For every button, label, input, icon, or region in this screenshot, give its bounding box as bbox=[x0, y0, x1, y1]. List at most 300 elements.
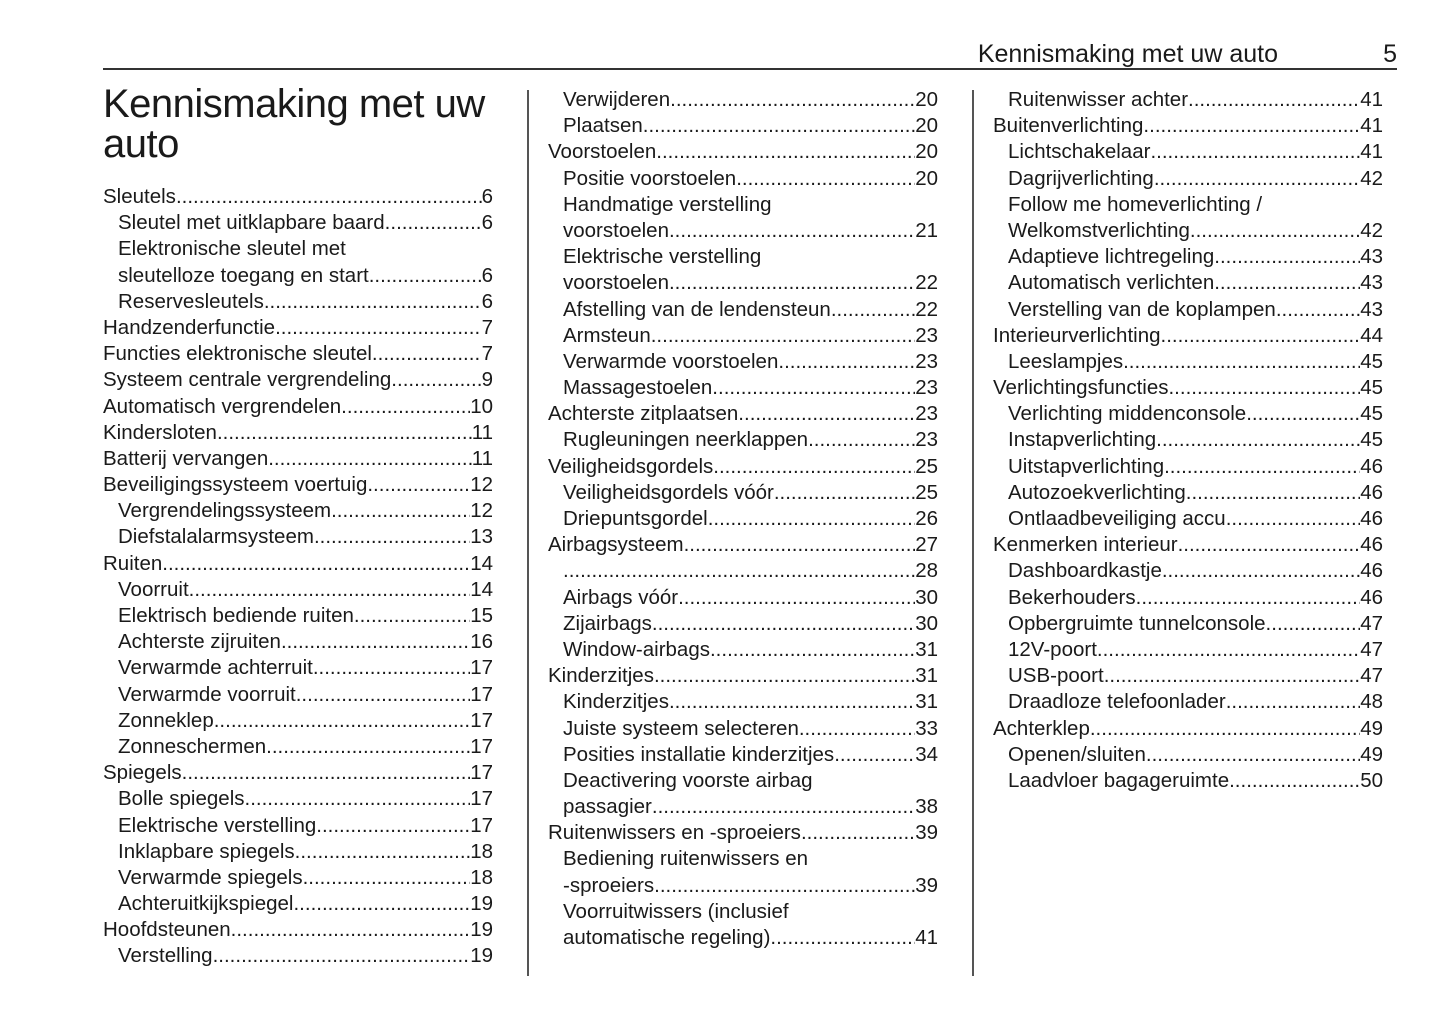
toc-entry[interactable] bbox=[548, 820, 938, 846]
toc-entry[interactable] bbox=[103, 786, 493, 812]
toc-entry[interactable] bbox=[548, 375, 938, 401]
toc-entry[interactable] bbox=[548, 532, 938, 558]
toc-entry[interactable] bbox=[993, 87, 1383, 113]
toc-entry-page: 41 bbox=[1360, 114, 1383, 138]
toc-entry-page: 39 bbox=[915, 821, 938, 845]
toc-entry-title: Bekerhouders bbox=[1008, 585, 1136, 609]
toc-entry-page: 15 bbox=[470, 604, 493, 627]
toc-entry-line bbox=[548, 480, 938, 506]
dot-leader bbox=[1226, 689, 1361, 715]
toc-entry[interactable] bbox=[103, 210, 493, 236]
dot-leader bbox=[652, 794, 915, 820]
toc-entry-page: 43 bbox=[1360, 297, 1383, 321]
toc-entry-line bbox=[548, 323, 938, 349]
toc-entry-page: 17 bbox=[470, 708, 493, 732]
toc-entry-title: voorstoelen bbox=[563, 271, 669, 295]
dot-leader bbox=[712, 375, 915, 401]
dot-leader bbox=[1178, 532, 1361, 558]
toc-entry[interactable] bbox=[103, 367, 493, 393]
dot-leader bbox=[314, 524, 470, 550]
toc-entry-title: Voorruit bbox=[118, 577, 189, 601]
toc-entry-title: Afstelling van de lendensteun bbox=[563, 297, 831, 321]
dot-leader bbox=[684, 532, 916, 558]
toc-entry[interactable] bbox=[103, 551, 493, 577]
dot-leader bbox=[354, 603, 470, 629]
toc-entry-page: 23 bbox=[915, 349, 938, 373]
dot-leader bbox=[774, 480, 915, 506]
dot-leader bbox=[1214, 270, 1360, 296]
toc-entry-title: Functies elektronische sleutel bbox=[103, 342, 372, 366]
toc-entry-line bbox=[548, 663, 938, 689]
toc-entry-page: 17 bbox=[470, 656, 493, 680]
toc-entry-title: Diefstalalarmsysteem bbox=[118, 525, 314, 549]
toc-entry[interactable] bbox=[993, 716, 1383, 742]
toc-entry[interactable] bbox=[548, 742, 938, 768]
toc-entry[interactable] bbox=[103, 943, 493, 969]
toc-entry[interactable] bbox=[103, 446, 493, 472]
toc-entry[interactable] bbox=[103, 341, 493, 367]
toc-entry-title: Massagestoelen bbox=[563, 376, 713, 400]
dot-leader bbox=[303, 865, 471, 891]
toc-entry-title: Vergrendelingssysteem bbox=[118, 499, 332, 523]
toc-entry-page: 20 bbox=[915, 88, 938, 111]
toc-entry-page: 7 bbox=[481, 342, 493, 366]
toc-entry-page: 44 bbox=[1360, 323, 1383, 347]
toc-entry[interactable] bbox=[103, 891, 493, 917]
toc-entry-page: 45 bbox=[1360, 402, 1383, 426]
toc-entry[interactable] bbox=[993, 532, 1383, 558]
toc-entry-page: 16 bbox=[470, 630, 493, 654]
toc-entry-title: Inklapbare spiegels bbox=[118, 839, 295, 863]
dot-leader bbox=[1150, 139, 1360, 165]
toc-entry[interactable] bbox=[103, 655, 493, 681]
toc-entry-page: 28 bbox=[915, 559, 938, 583]
toc-entry[interactable] bbox=[103, 839, 493, 865]
dot-leader bbox=[654, 873, 915, 899]
toc-entry-page: 10 bbox=[470, 394, 493, 418]
toc-entry-page: 19 bbox=[470, 944, 493, 968]
column-divider bbox=[972, 90, 974, 976]
dot-leader bbox=[799, 716, 915, 742]
toc-entry-page: 46 bbox=[1360, 454, 1383, 478]
toc-entry[interactable] bbox=[993, 244, 1383, 270]
dot-leader bbox=[245, 786, 471, 812]
toc-entry-title: Veiligheidsgordels vóór bbox=[563, 480, 774, 504]
toc-entry-page: 20 bbox=[915, 166, 938, 190]
toc-entry-title: Zonneschermen bbox=[118, 734, 267, 758]
dot-leader bbox=[316, 813, 470, 839]
toc-entry-page: 11 bbox=[471, 420, 493, 444]
dot-leader bbox=[1104, 663, 1360, 689]
toc-entry-line bbox=[548, 716, 938, 742]
header-rule bbox=[103, 68, 1397, 70]
toc-entry[interactable] bbox=[548, 349, 938, 375]
toc-entry-title: Beveiligingssysteem voertuig bbox=[103, 473, 368, 497]
toc-entry-title: -sproeiers bbox=[563, 873, 655, 897]
toc-entry-page: 31 bbox=[915, 690, 938, 714]
toc-entry-page: 34 bbox=[915, 742, 938, 766]
toc-entry[interactable] bbox=[993, 689, 1383, 715]
toc-entry[interactable] bbox=[103, 734, 493, 760]
toc-entry-line bbox=[548, 166, 938, 192]
toc-entry[interactable] bbox=[548, 663, 938, 689]
toc-entry-page: 22 bbox=[915, 271, 938, 295]
dot-leader bbox=[1226, 506, 1361, 532]
toc-entry[interactable] bbox=[548, 166, 938, 192]
toc-entry-line bbox=[548, 454, 938, 480]
toc-entry-page: 47 bbox=[1360, 637, 1383, 661]
dot-leader bbox=[295, 839, 471, 865]
toc-entry[interactable] bbox=[548, 139, 938, 165]
toc-entry-title: Sleutels bbox=[103, 185, 176, 208]
toc-entry-title: Positie voorstoelen bbox=[563, 166, 737, 190]
toc-entry-page: 12 bbox=[470, 473, 493, 497]
toc-entry[interactable] bbox=[548, 401, 938, 427]
toc-entry-page: 46 bbox=[1360, 507, 1383, 530]
toc-entry-line bbox=[548, 585, 938, 611]
toc-entry-line bbox=[548, 297, 938, 323]
dot-leader bbox=[770, 925, 915, 951]
dot-leader bbox=[331, 498, 470, 524]
toc-entry-line bbox=[993, 297, 1383, 323]
toc-entry-page: 11 bbox=[471, 446, 493, 470]
toc-entry-title: Laadvloer bagageruimte bbox=[1008, 768, 1230, 792]
toc-entry-title: sleutelloze toegang en start bbox=[118, 263, 369, 287]
toc-entry-line bbox=[993, 139, 1383, 165]
toc-entry-page: 17 bbox=[470, 734, 493, 758]
toc-entry-line bbox=[548, 113, 938, 139]
toc-entry-line bbox=[993, 585, 1383, 611]
toc-entry[interactable] bbox=[548, 87, 938, 113]
toc-entry-page: 31 bbox=[915, 637, 938, 661]
toc-entry-page: 45 bbox=[1360, 349, 1383, 373]
toc-entry-line bbox=[548, 218, 938, 244]
toc-entry-title: Verwarmde voorstoelen bbox=[563, 349, 779, 373]
toc-entry-line bbox=[103, 184, 493, 210]
toc-entry[interactable] bbox=[548, 846, 938, 898]
toc-entry[interactable] bbox=[548, 585, 938, 611]
dot-leader bbox=[266, 734, 470, 760]
toc-entry-page: 45 bbox=[1360, 376, 1383, 400]
toc-entry[interactable] bbox=[103, 865, 493, 891]
toc-entry[interactable] bbox=[993, 323, 1383, 349]
toc-entry[interactable] bbox=[103, 629, 493, 655]
toc-column-2 bbox=[548, 87, 938, 951]
toc-entry-title: Reservesleutels bbox=[118, 289, 264, 313]
toc-entry-title: Verlichtingsfuncties bbox=[993, 376, 1169, 400]
toc-entry[interactable] bbox=[548, 716, 938, 742]
dot-leader bbox=[1188, 87, 1360, 113]
column-divider bbox=[527, 90, 529, 976]
toc-entry-line bbox=[103, 394, 493, 420]
toc-entry[interactable] bbox=[548, 427, 938, 453]
toc-entry[interactable] bbox=[993, 611, 1383, 637]
toc-entry-line bbox=[548, 637, 938, 663]
toc-entry-title: Hoofdsteunen bbox=[103, 918, 231, 942]
toc-entry-page: 45 bbox=[1360, 428, 1383, 452]
toc-entry-line bbox=[993, 244, 1383, 270]
toc-entry-title-line: Elektronische sleutel met bbox=[118, 237, 346, 261]
toc-entry[interactable] bbox=[993, 506, 1383, 532]
toc-entry[interactable] bbox=[993, 454, 1383, 480]
toc-entry-line bbox=[548, 925, 938, 951]
toc-entry-page: 49 bbox=[1360, 742, 1383, 766]
toc-entry-line bbox=[103, 577, 493, 603]
toc-entry-title-line: Bediening ruitenwissers en bbox=[563, 847, 808, 871]
toc-entry-title: Lichtschakelaar bbox=[1008, 140, 1151, 164]
toc-entry-title: Verwijderen bbox=[563, 88, 671, 111]
toc-entry-page: 17 bbox=[470, 761, 493, 785]
toc-entry-title: Driepuntsgordel bbox=[563, 507, 708, 530]
toc-entry-line bbox=[993, 768, 1383, 794]
toc-entry-title: Batterij vervangen bbox=[103, 446, 269, 470]
toc-entry-line bbox=[548, 794, 938, 820]
toc-entry-title: Uitstapverlichting bbox=[1008, 454, 1165, 478]
toc-entry-line bbox=[993, 532, 1383, 558]
toc-entry-title: Leeslampjes bbox=[1008, 349, 1124, 373]
toc-entry[interactable] bbox=[548, 192, 938, 244]
toc-entry[interactable] bbox=[993, 742, 1383, 768]
toc-entry-page: 31 bbox=[915, 664, 938, 688]
dot-leader bbox=[1143, 113, 1360, 139]
toc-entry[interactable] bbox=[548, 689, 938, 715]
toc-entry[interactable] bbox=[548, 113, 938, 139]
toc-entry[interactable] bbox=[993, 166, 1383, 192]
toc-entry-page: 13 bbox=[470, 525, 493, 549]
toc-entry[interactable] bbox=[993, 192, 1383, 244]
dot-leader bbox=[189, 577, 471, 603]
toc-entry-title: Plaatsen bbox=[563, 114, 643, 138]
toc-entry-page: 12 bbox=[470, 499, 493, 523]
toc-entry-line bbox=[993, 506, 1383, 532]
toc-entry-title-line: Handmatige verstelling bbox=[563, 192, 772, 216]
toc-entry-page: 26 bbox=[915, 507, 938, 530]
toc-entry[interactable] bbox=[993, 585, 1383, 611]
toc-entry-title: Systeem centrale vergrendeling bbox=[103, 368, 392, 392]
toc-entry-title: passagier bbox=[563, 795, 652, 819]
toc-entry[interactable] bbox=[993, 113, 1383, 139]
toc-entry[interactable] bbox=[103, 184, 493, 210]
toc-entry-page: 6 bbox=[481, 263, 493, 287]
toc-entry-page: 25 bbox=[915, 454, 938, 478]
toc-entry-line bbox=[548, 139, 938, 165]
toc-entry-line bbox=[993, 401, 1383, 427]
toc-entry[interactable] bbox=[103, 603, 493, 629]
dot-leader bbox=[341, 394, 470, 420]
toc-entry[interactable] bbox=[103, 682, 493, 708]
toc-entry-title-line: Elektrische verstelling bbox=[563, 245, 762, 269]
toc-entry-title: Ruiten bbox=[103, 551, 163, 575]
dot-leader bbox=[1266, 611, 1361, 637]
toc-entry-page: 19 bbox=[470, 892, 493, 916]
dot-leader bbox=[182, 760, 471, 786]
toc-entry-page: 22 bbox=[915, 297, 938, 321]
toc-entry-page: 18 bbox=[470, 865, 493, 889]
toc-entry-line bbox=[103, 263, 493, 289]
toc-entry[interactable] bbox=[993, 270, 1383, 296]
toc-entry-title: Armsteun bbox=[563, 323, 651, 347]
dot-leader bbox=[670, 87, 915, 113]
dot-leader bbox=[1097, 637, 1360, 663]
toc-entry-line bbox=[103, 498, 493, 524]
dot-leader bbox=[1190, 218, 1360, 244]
toc-entry-line bbox=[103, 341, 493, 367]
dot-leader bbox=[1168, 375, 1360, 401]
toc-entry-title: Ruitenwissers en -sproeiers bbox=[548, 821, 801, 845]
toc-entry[interactable] bbox=[993, 480, 1383, 506]
toc-entry[interactable] bbox=[993, 663, 1383, 689]
toc-entry[interactable] bbox=[993, 401, 1383, 427]
toc-entry-line bbox=[548, 349, 938, 375]
toc-entry[interactable] bbox=[548, 454, 938, 480]
toc-entry-line bbox=[103, 289, 493, 315]
toc-entry[interactable] bbox=[548, 558, 938, 584]
toc-entry-page: 41 bbox=[915, 926, 938, 949]
dot-leader bbox=[1123, 349, 1360, 375]
dot-leader bbox=[834, 742, 915, 768]
dot-leader bbox=[831, 297, 915, 323]
toc-entry[interactable] bbox=[993, 558, 1383, 584]
toc-entry-title: 12V-poort bbox=[1008, 637, 1097, 661]
toc-entry-title: Kinderzitjes bbox=[548, 664, 654, 688]
toc-entry[interactable] bbox=[103, 289, 493, 315]
toc-entry[interactable] bbox=[548, 611, 938, 637]
toc-entry[interactable] bbox=[103, 813, 493, 839]
toc-entry-title: Draadloze telefoonlader bbox=[1008, 690, 1226, 714]
toc-entry[interactable] bbox=[993, 139, 1383, 165]
toc-entry[interactable] bbox=[548, 244, 938, 296]
toc-entry-title: Buitenverlichting bbox=[993, 114, 1144, 138]
toc-entry-title: Voorstoelen bbox=[548, 140, 657, 164]
toc-entry-page: 47 bbox=[1360, 611, 1383, 635]
toc-entry[interactable] bbox=[103, 236, 493, 288]
toc-entry-line bbox=[103, 472, 493, 498]
toc-entry[interactable] bbox=[103, 760, 493, 786]
running-header-title: Kennismaking met uw auto bbox=[977, 40, 1278, 68]
toc-entry-line bbox=[103, 786, 493, 812]
toc-entry[interactable] bbox=[103, 577, 493, 603]
toc-entry[interactable] bbox=[993, 349, 1383, 375]
toc-entry[interactable] bbox=[993, 375, 1383, 401]
toc-entry-title: Sleutel met uitklapbare baard bbox=[118, 211, 385, 235]
toc-entry-line bbox=[993, 349, 1383, 375]
dot-leader bbox=[1156, 427, 1360, 453]
toc-entry-title: Dashboardkastje bbox=[1008, 559, 1162, 583]
toc-entry-line bbox=[103, 917, 493, 943]
toc-entry-line bbox=[103, 446, 493, 472]
toc-entry-page: 41 bbox=[1360, 88, 1383, 111]
toc-entry-line bbox=[103, 943, 493, 969]
toc-entry[interactable] bbox=[548, 637, 938, 663]
dot-leader bbox=[162, 551, 470, 577]
toc-entry[interactable] bbox=[548, 768, 938, 820]
toc-entry[interactable] bbox=[548, 480, 938, 506]
toc-entry-line bbox=[993, 375, 1383, 401]
toc-entry[interactable] bbox=[993, 768, 1383, 794]
toc-entry-page: 38 bbox=[915, 795, 938, 819]
toc-entry-line bbox=[548, 558, 938, 584]
toc-entry-title: Rugleuningen neerklappen bbox=[563, 428, 809, 452]
toc-entry[interactable] bbox=[548, 506, 938, 532]
toc-entry-line bbox=[548, 742, 938, 768]
dot-leader bbox=[801, 820, 915, 846]
toc-entry-line bbox=[103, 734, 493, 760]
toc-entry[interactable] bbox=[103, 420, 493, 446]
toc-entry-line bbox=[993, 218, 1383, 244]
dot-leader bbox=[669, 689, 915, 715]
toc-entry-title: Adaptieve lichtregeling bbox=[1008, 245, 1215, 269]
toc-entry-page: 42 bbox=[1360, 166, 1383, 190]
toc-entry-title: Verwarmde achterruit bbox=[118, 656, 313, 680]
toc-entry-page: 20 bbox=[915, 140, 938, 164]
toc-entry-line bbox=[993, 323, 1383, 349]
toc-entry-line bbox=[993, 558, 1383, 584]
toc-entry-page: 42 bbox=[1360, 218, 1383, 242]
toc-entry-page: 6 bbox=[481, 211, 493, 235]
toc-entry-line bbox=[103, 655, 493, 681]
toc-entry-page: 17 bbox=[470, 787, 493, 811]
toc-entry-line bbox=[103, 367, 493, 393]
toc-entry-line bbox=[103, 629, 493, 655]
toc-entry-line bbox=[103, 760, 493, 786]
toc-entry[interactable] bbox=[993, 637, 1383, 663]
toc-entry-title: Kenmerken interieur bbox=[993, 533, 1178, 557]
toc-entry[interactable] bbox=[548, 899, 938, 951]
toc-entry-page: 43 bbox=[1360, 271, 1383, 295]
dot-leader bbox=[708, 506, 915, 532]
toc-entry-page: 14 bbox=[470, 577, 493, 601]
dot-leader bbox=[651, 323, 915, 349]
toc-entry[interactable] bbox=[103, 315, 493, 341]
dot-leader bbox=[736, 166, 915, 192]
toc-entry-title: Ruitenwisser achter bbox=[1008, 88, 1189, 111]
toc-entry-page: 41 bbox=[1360, 140, 1383, 164]
toc-entry-title: Achterste zitplaatsen bbox=[548, 402, 739, 426]
dot-leader bbox=[1090, 716, 1360, 742]
toc-entry[interactable] bbox=[103, 708, 493, 734]
toc-entry-title: Welkomstverlichting bbox=[1008, 218, 1190, 242]
dot-leader bbox=[281, 629, 470, 655]
toc-entry-page: 21 bbox=[915, 218, 938, 242]
toc-entry[interactable] bbox=[103, 472, 493, 498]
dot-leader bbox=[710, 637, 915, 663]
toc-entry-line bbox=[548, 87, 938, 113]
dot-leader bbox=[778, 349, 915, 375]
toc-entry-title: Verstelling van de koplampen bbox=[1008, 297, 1276, 321]
toc-entry-title: Verstelling bbox=[118, 944, 213, 968]
toc-entry[interactable] bbox=[548, 297, 938, 323]
toc-entry[interactable] bbox=[103, 524, 493, 550]
toc-entry-title: Verlichting middenconsole bbox=[1008, 402, 1247, 426]
dot-leader bbox=[1164, 454, 1360, 480]
toc-entry-line bbox=[548, 532, 938, 558]
toc-entry-page: 20 bbox=[915, 114, 938, 138]
toc-entry-title: Bolle spiegels bbox=[118, 787, 245, 811]
toc-column-3 bbox=[993, 87, 1383, 794]
toc-entry-title: Dagrijverlichting bbox=[1008, 166, 1154, 190]
toc-entry[interactable] bbox=[993, 427, 1383, 453]
toc-entry[interactable] bbox=[548, 323, 938, 349]
toc-entry[interactable] bbox=[103, 498, 493, 524]
toc-column-1 bbox=[103, 184, 493, 970]
toc-entry[interactable] bbox=[103, 917, 493, 943]
dot-leader bbox=[738, 401, 915, 427]
toc-entry-line bbox=[993, 480, 1383, 506]
toc-entry[interactable] bbox=[103, 394, 493, 420]
toc-entry-title: Elektrische verstelling bbox=[118, 813, 317, 837]
toc-entry[interactable] bbox=[993, 297, 1383, 323]
toc-entry-page: 33 bbox=[915, 716, 938, 740]
